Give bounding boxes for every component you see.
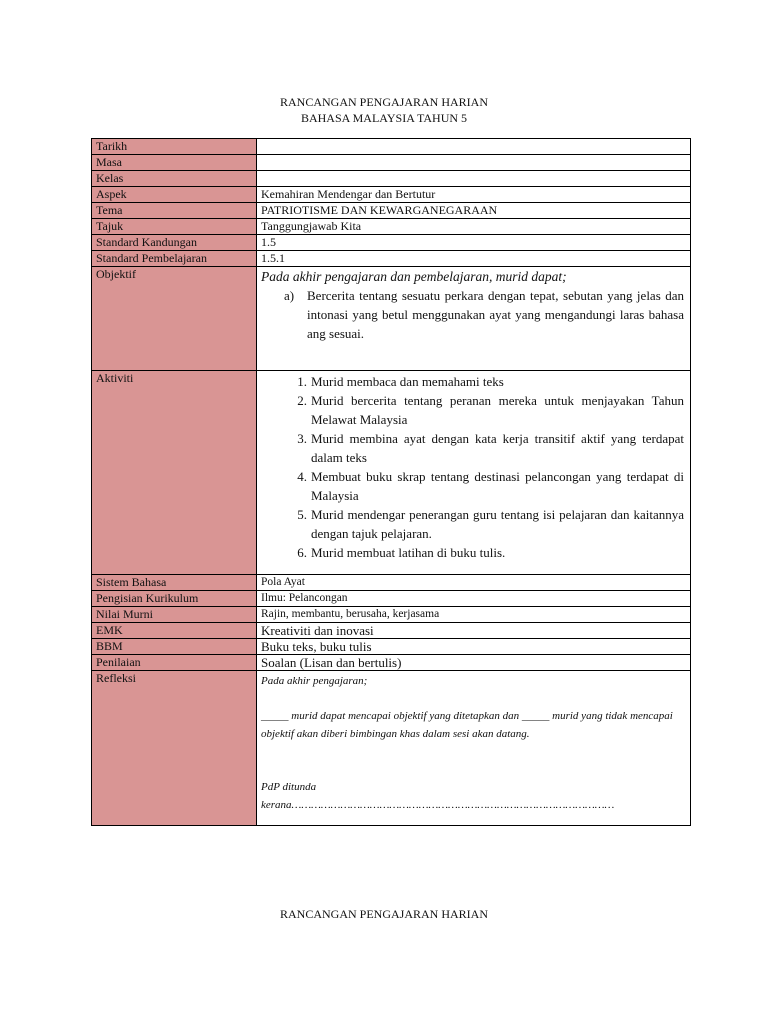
aktiviti-item — [261, 543, 684, 562]
aktiviti-item-text: Murid bercerita tentang peranan mereka untuk menjayakan Tahun Melawat Malaysia — [311, 393, 684, 427]
row-refleksi — [92, 671, 691, 826]
label-pengisian-kurikulum: Pengisian Kurikulum — [92, 591, 257, 607]
refleksi-reason: kerana……………………………………………………………………………………… — [261, 799, 615, 811]
aktiviti-item-number: 4. — [297, 469, 307, 484]
row-bbm — [92, 639, 691, 655]
refleksi-intro: Pada akhir pengajaran; — [261, 675, 368, 687]
value-aktiviti — [257, 371, 691, 575]
document-title: RANCANGAN PENGAJARAN HARIAN — [279, 95, 488, 109]
label-objektif: Objektif — [92, 267, 257, 371]
refleksi-postponed: PdP ditunda — [261, 781, 317, 793]
lesson-plan-table — [91, 138, 691, 826]
value-standard-kandungan: 1.5 — [257, 235, 691, 251]
value-nilai-murni: Rajin, membantu, berusaha, kerjasama — [257, 607, 691, 623]
value-kelas — [257, 171, 691, 187]
value-sistem-bahasa: Pola Ayat — [257, 575, 691, 591]
label-aspek: Aspek — [92, 187, 257, 203]
value-bbm: Buku teks, buku tulis — [257, 639, 691, 655]
value-objektif — [257, 267, 691, 371]
value-pengisian-kurikulum: Ilmu: Pelancongan — [257, 591, 691, 607]
objektif-item-text: Bercerita tentang sesuatu perkara dengan tepat, sebutan yang jelas dan intonasi yang betul menggunakan ayat yang mengandungi laras bahasa ang sesuai. — [307, 288, 684, 341]
refleksi-achievement: _____ murid dapat mencapai objektif yang ditetapkan dan _____ murid yang tidak mencapai objektif akan diberi bimbingan khas dalam sesi akan datang. — [261, 710, 673, 740]
label-bbm: BBM — [92, 639, 257, 655]
aktiviti-item — [261, 372, 684, 391]
row-standard-pembelajaran — [92, 251, 691, 267]
row-aktiviti — [92, 371, 691, 575]
label-emk: EMK — [92, 623, 257, 639]
row-masa — [92, 155, 691, 171]
label-sistem-bahasa: Sistem Bahasa — [92, 575, 257, 591]
value-emk: Kreativiti dan inovasi — [257, 623, 691, 639]
aktiviti-item-number: 1. — [297, 374, 307, 389]
label-masa: Masa — [92, 155, 257, 171]
aktiviti-item — [261, 429, 684, 467]
aktiviti-item — [261, 505, 684, 543]
label-tarikh: Tarikh — [92, 139, 257, 155]
aktiviti-item — [261, 391, 684, 429]
aktiviti-item-text: Murid membina ayat dengan kata kerja transitif aktif yang terdapat dalam teks — [311, 431, 684, 465]
row-nilai-murni — [92, 607, 691, 623]
aktiviti-item-number: 5. — [297, 507, 307, 522]
aktiviti-item-number: 2. — [297, 393, 307, 408]
label-tajuk: Tajuk — [92, 219, 257, 235]
label-nilai-murni: Nilai Murni — [92, 607, 257, 623]
aktiviti-list — [261, 371, 686, 562]
row-pengisian-kurikulum — [92, 591, 691, 607]
row-aspek — [92, 187, 691, 203]
aktiviti-item-number: 6. — [297, 545, 307, 560]
aktiviti-item — [261, 467, 684, 505]
value-penilaian: Soalan (Lisan dan bertulis) — [257, 655, 691, 671]
value-refleksi — [257, 671, 691, 826]
row-sistem-bahasa — [92, 575, 691, 591]
label-kelas: Kelas — [92, 171, 257, 187]
value-aspek: Kemahiran Mendengar dan Bertutur — [257, 187, 691, 203]
aktiviti-item-text: Membuat buku skrap tentang destinasi pelancongan yang terdapat di Malaysia — [311, 469, 684, 503]
aktiviti-item-text: Murid membuat latihan di buku tulis. — [311, 545, 506, 560]
value-tajuk: Tanggungjawab Kita — [257, 219, 691, 235]
row-emk — [92, 623, 691, 639]
objektif-item-marker: a) — [284, 288, 295, 303]
row-tajuk — [92, 219, 691, 235]
value-tarikh — [257, 139, 691, 155]
aktiviti-item-text: Murid membaca dan memahami teks — [311, 374, 504, 389]
label-aktiviti: Aktiviti — [92, 371, 257, 575]
label-standard-pembelajaran: Standard Pembelajaran — [92, 251, 257, 267]
label-penilaian: Penilaian — [92, 655, 257, 671]
label-tema: Tema — [92, 203, 257, 219]
objektif-intro: Pada akhir pengajaran dan pembelajaran, murid dapat; — [261, 269, 567, 284]
objektif-item — [284, 286, 686, 343]
next-page-title: RANCANGAN PENGAJARAN HARIAN — [279, 907, 488, 921]
document-subtitle: BAHASA MALAYSIA TAHUN 5 — [300, 111, 468, 125]
value-masa — [257, 155, 691, 171]
value-tema: PATRIOTISME DAN KEWARGANEGARAAN — [257, 203, 691, 219]
row-tarikh — [92, 139, 691, 155]
aktiviti-item-number: 3. — [297, 431, 307, 446]
row-penilaian — [92, 655, 691, 671]
label-refleksi: Refleksi — [92, 671, 257, 826]
label-standard-kandungan: Standard Kandungan — [92, 235, 257, 251]
aktiviti-item-text: Murid mendengar penerangan guru tentang isi pelajaran dan kaitannya dengan tajuk pelajaran. — [311, 507, 684, 541]
row-kelas — [92, 171, 691, 187]
value-standard-pembelajaran: 1.5.1 — [257, 251, 691, 267]
row-standard-kandungan — [92, 235, 691, 251]
row-tema — [92, 203, 691, 219]
row-objektif — [92, 267, 691, 371]
